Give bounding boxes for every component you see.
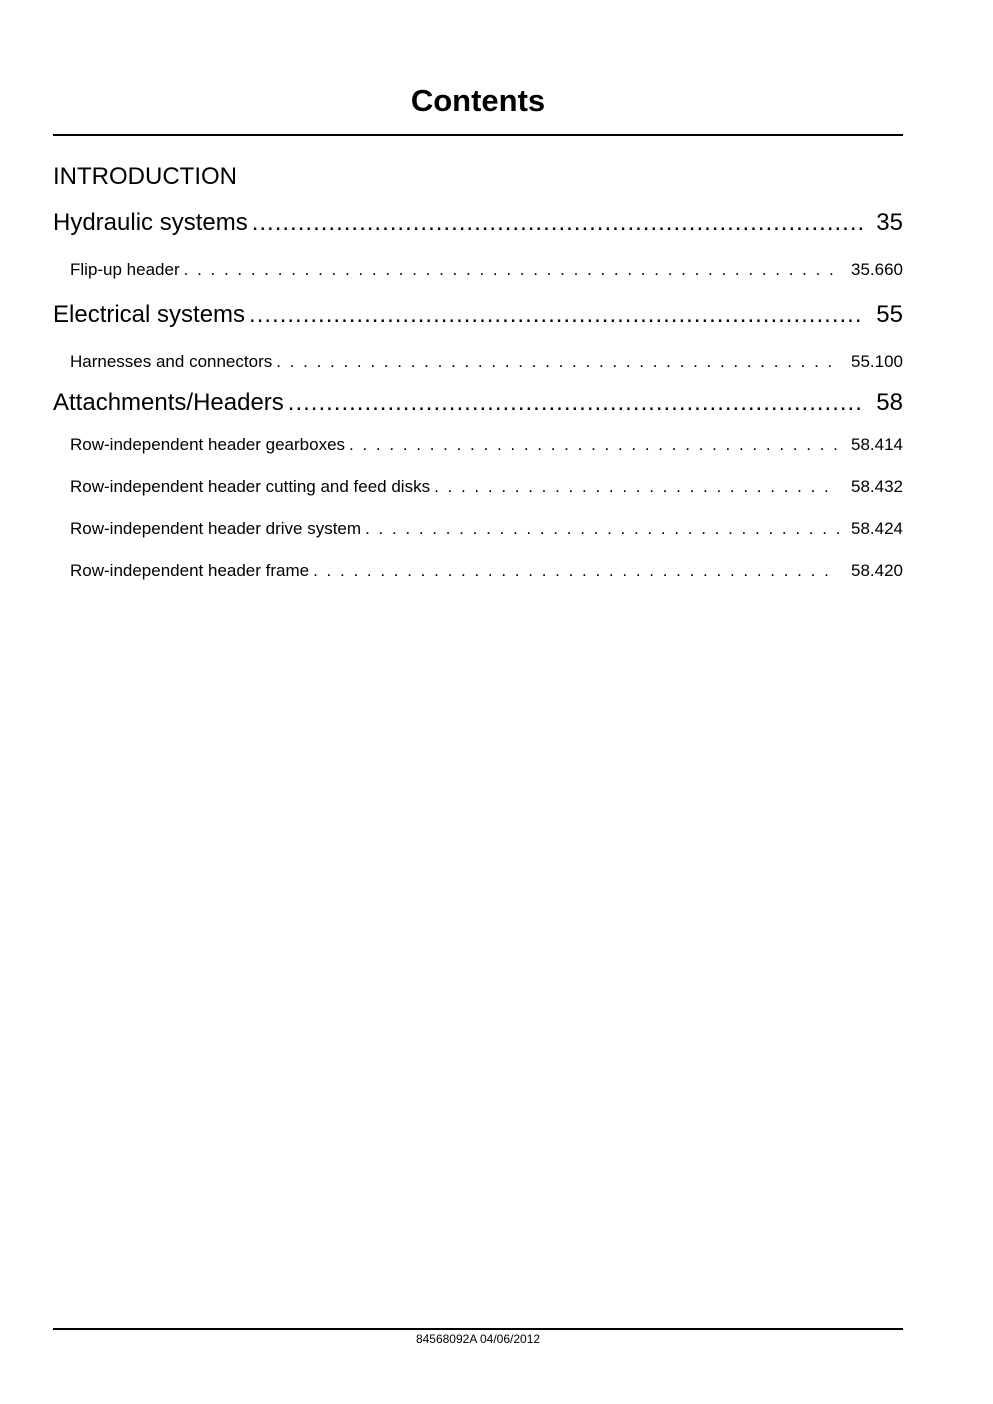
toc-section-attachments-headers[interactable]: [53, 388, 903, 418]
toc-entry-page: 35.660: [851, 260, 903, 279]
toc-section-electrical-systems[interactable]: [53, 300, 903, 330]
toc-entry-page: 55.100: [851, 352, 903, 371]
toc-subsection-flip-up-header[interactable]: [70, 259, 903, 281]
toc-entry-label: Harnesses and connectors: [70, 352, 273, 371]
toc-entry-page: 35: [876, 209, 903, 236]
toc-entry-page: 58.420: [851, 561, 903, 580]
toc-entry-label: Row-independent header gearboxes: [70, 435, 346, 454]
toc-dot-leader: [434, 476, 839, 498]
toc-dot-leader: [184, 259, 839, 281]
toc-subsection-header-drive-system[interactable]: [70, 518, 903, 540]
toc-dot-leader: [288, 388, 863, 418]
page-title: Contents: [410, 83, 546, 118]
toc-dot-leader: [276, 351, 839, 373]
toc-subsection-header-frame[interactable]: [70, 560, 903, 582]
toc-entry-label: Attachments/Headers: [53, 389, 284, 416]
toc-entry-label: Row-independent header drive system: [70, 519, 362, 538]
toc-entry-page: 58: [876, 389, 903, 416]
toc-entry-page: 58.432: [851, 477, 903, 496]
toc-dot-leader: [252, 208, 863, 238]
toc-dot-leader: [365, 518, 839, 540]
toc-entry-label: Row-independent header frame: [70, 561, 310, 580]
intro-heading: INTRODUCTION: [53, 163, 237, 190]
footer-document-id: 84568092A 04/06/2012: [415, 1332, 541, 1346]
toc-dot-leader: [349, 434, 839, 456]
toc-entry-page: 58.414: [851, 435, 903, 454]
toc-section-hydraulic-systems[interactable]: [53, 208, 903, 238]
toc-entry-label: Hydraulic systems: [53, 209, 248, 236]
title-divider: [53, 134, 903, 136]
toc-entry-label: Row-independent header cutting and feed disks: [70, 477, 431, 496]
toc-entry-page: 58.424: [851, 519, 903, 538]
footer-divider: [53, 1328, 903, 1330]
toc-subsection-cutting-and-feed-disks[interactable]: [70, 476, 903, 498]
toc-entry-page: 55: [876, 301, 903, 328]
toc-subsection-harnesses-and-connectors[interactable]: [70, 351, 903, 373]
toc-dot-leader: [249, 300, 862, 330]
toc-entry-label: Flip-up header: [70, 260, 180, 279]
toc-dot-leader: [313, 560, 839, 582]
toc-entry-label: Electrical systems: [53, 301, 246, 328]
toc-subsection-header-gearboxes[interactable]: [70, 434, 903, 456]
